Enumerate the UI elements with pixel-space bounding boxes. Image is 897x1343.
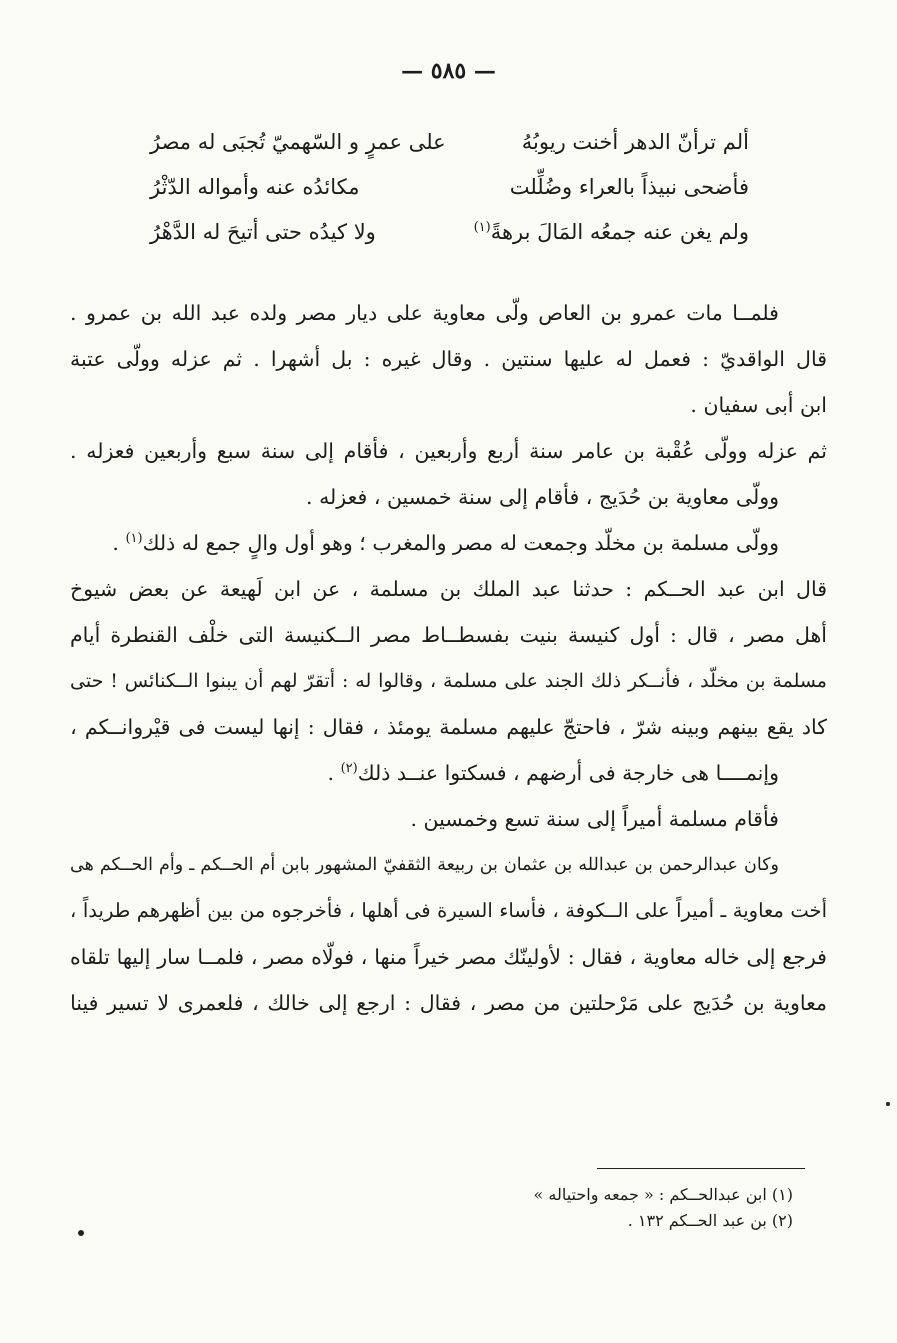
text-line [70,612,827,658]
text-line [70,796,827,842]
text-line [70,842,827,888]
line-text: وولّى معاوية بن حُدَيج ، فأقام إلى سنة خمسين ، فعزله . [306,485,779,509]
body-text [70,290,827,1026]
line-text: أخت معاوية ـ أميراً على الــكوفة ، فأساء السيرة فى أهلها ، فأخرجوه من بين أظهرهم طريداً ، [70,899,827,922]
footnote: (١) ابن عبدالحــكم : « جمعه واحتياله » [533,1185,793,1204]
text-line [70,474,827,520]
line-text: قال الواقديّ : فعمل له عليها سنتين . وقال غيره : بل أشهرا . ثم عزله وولّى عتبة [70,347,827,371]
verse-line [150,120,749,165]
poem [150,120,749,255]
line-tail: . [327,761,341,785]
footnote-ref[interactable]: (١) [125,531,143,547]
text-line [70,566,827,612]
line-tail: . [112,531,126,555]
footnotes [393,1182,793,1234]
text-line [70,658,827,704]
footnote: (٢) بن عبد الحــكم ١٣٢ . [627,1211,793,1230]
line-text: فلمــا مات عمرو بن العاص ولّى معاوية على ديار مصر ولده عبد الله بن عمرو . [70,301,779,325]
footnote-ref[interactable]: (١) [473,220,491,235]
text-line [70,520,827,566]
verse-text: ولم يغن عنه جمعُه المَالَ برهةً [490,220,749,244]
text-line [70,934,827,980]
line-text: مسلمة بن مخلّد ، فأنــكر ذلك الجند على مسلمة ، وقالوا له : أتقرّ لهم أن يبنوا الــكنائس ! حتى [70,670,827,692]
verse-second-hemistich: مكائدُه عنه وأمواله الدّثْرُ [150,175,360,199]
line-text: معاوية بن حُدَيج على مَرْحلتين من مصر ، فقال : ارجع إلى خالك ، فلعمرى لا تسير فينا [70,991,827,1015]
verse-first-hemistich [474,210,749,255]
text-line [70,428,827,474]
text-line [70,888,827,934]
text-line [70,750,827,796]
verse-second-hemistich: ولا كيدُه حتى أتيحَ له الدَّهْرُ [150,220,376,244]
line-text: كاد يقع بينهم وبينه شرّ ، فاحتجّ عليهم مسلمة يومئذ ، فقال : إنها ليست فى قيْروانــكم ، [70,715,827,739]
text-line [70,382,827,428]
line-text: فأقام مسلمة أميراً إلى سنة تسع وخمسين . [410,807,779,831]
text-line [70,290,827,336]
text-line [70,704,827,750]
line-text: ابن أبى سفيان . [690,393,827,417]
verse-line [150,210,749,255]
line-text: فرجع إلى خاله معاوية ، فقال : لأولينّك مصر خيراً منها ، فولّاه مصر ، فلمــا سار إليها تلقاه [70,945,827,969]
text-line [70,336,827,382]
line-text: وكان عبدالرحمن بن عبدالله بن عثمان بن ربيعة الثقفيّ المشهور بابن أم الحــكم ـ وأم الحــكم هى [70,855,779,875]
verse-second-hemistich: على عمرٍ و السّهميّ تُجبَى له مصرُ [150,130,446,154]
page-number: — ٥٨٥ — [401,58,496,84]
line-text: وولّى مسلمة بن مخلّد وجمعت له مصر والمغرب ؛ وهو أول والٍ جمع له ذلك [142,531,779,555]
text-line [70,980,827,1026]
ink-speck [886,1102,890,1106]
line-text: قال ابن عبد الحــكم : حدثنا عبد الملك بن مسلمة ، عن ابن لَهيعة عن بعض شيوخ [70,577,827,601]
verse-first-hemistich: فأضحى نبيذاً بالعراء وضُلِّلت [509,175,749,199]
verse-first-hemistich: ألم ترأنّ الدهر أخنت ريوبُهُ [521,130,749,154]
footnote-divider [597,1168,805,1169]
line-text: ثم عزله وولّى عُقْبة بن عامر سنة أربع وأربعين ، فأقام إلى سنة سبع وأربعين فعزله . [70,439,827,463]
line-text: أهل مصر ، قال : أول كنيسة بنيت بفسطــاط مصر الــكنيسة التى خلْف القنطرة أيام [70,623,827,647]
verse-line [150,165,749,210]
line-text: وإنمــــا هى خارجة فى أرضهم ، فسكتوا عنــد ذلك [357,761,779,785]
ink-speck [78,1230,84,1236]
footnote-ref[interactable]: (٢) [340,761,358,777]
